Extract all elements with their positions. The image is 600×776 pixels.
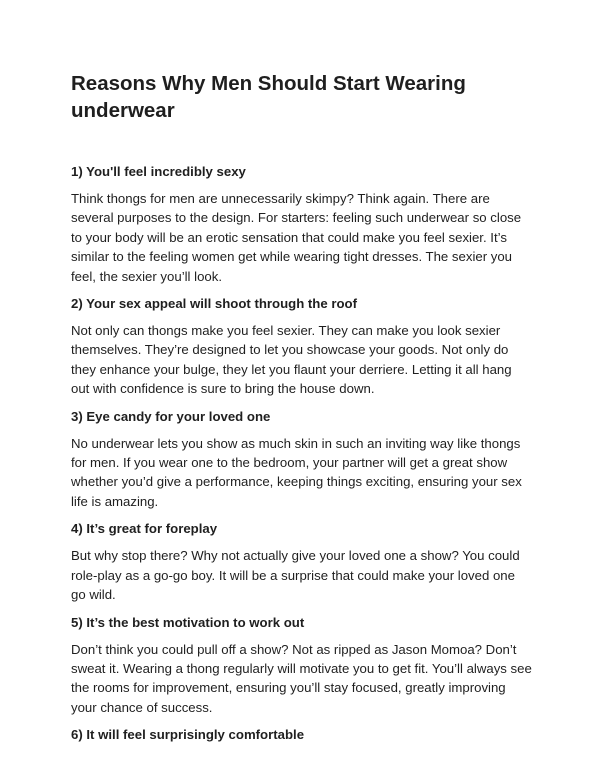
section-3 — [71, 407, 533, 512]
section-body: Don’t think you could pull off a show? Not as ripped as Jason Momoa? Don’t sweat it. Wearing a thong regularly will motivate you to get fit. You’ll always see the rooms for improvement, ensuring you’ll stay focused, greatly improving your chance of success. — [71, 641, 532, 715]
section-2 — [71, 294, 533, 399]
section-5 — [71, 613, 533, 718]
section-body: Not only can thongs make you feel sexier. They can make you look sexier themselves. They’re designed to let you showcase your goods. Not only do they enhance your bulge, they let you flaunt your derriere. Letting it all hang out with confidence is sure to bring the house down. — [71, 323, 512, 397]
section-body: Think thongs for men are unnecessarily skimpy? Think again. There are several purposes to the design. For starters: feeling such underwear so close to your body will be an erotic sensation that could make you feel sexier. It’s similar to the feeling women get while wearing tight dresses. The sexier you feel, the sexier you’ll look. — [71, 191, 522, 284]
section-1 — [71, 162, 533, 286]
section-4 — [71, 519, 533, 604]
document-title: Reasons Why Men Should Start Wearing underwear — [71, 72, 466, 122]
document-page — [71, 70, 533, 752]
section-heading: 4) It’s great for foreplay — [71, 521, 218, 537]
section-heading: 2) Your sex appeal will shoot through the roof — [71, 296, 357, 312]
section-heading: 6) It will feel surprisingly comfortable — [71, 727, 305, 743]
section-body: But why stop there? Why not actually give your loved one a show? You could role-play as a go-go boy. It will be a surprise that could make your loved one go wild. — [71, 548, 520, 603]
section-heading: 1) You'll feel incredibly sexy — [71, 164, 246, 179]
section-body: No underwear lets you show as much skin in such an inviting way like thongs for men. If you wear one to the bedroom, your partner will get a great show whether you’d give a performance, keeping things exciting, ensuring your sex life is amazing. — [71, 435, 522, 509]
section-6 — [71, 725, 533, 744]
section-heading: 3) Eye candy for your loved one — [71, 408, 271, 424]
section-heading: 5) It’s the best motivation to work out — [71, 614, 305, 630]
